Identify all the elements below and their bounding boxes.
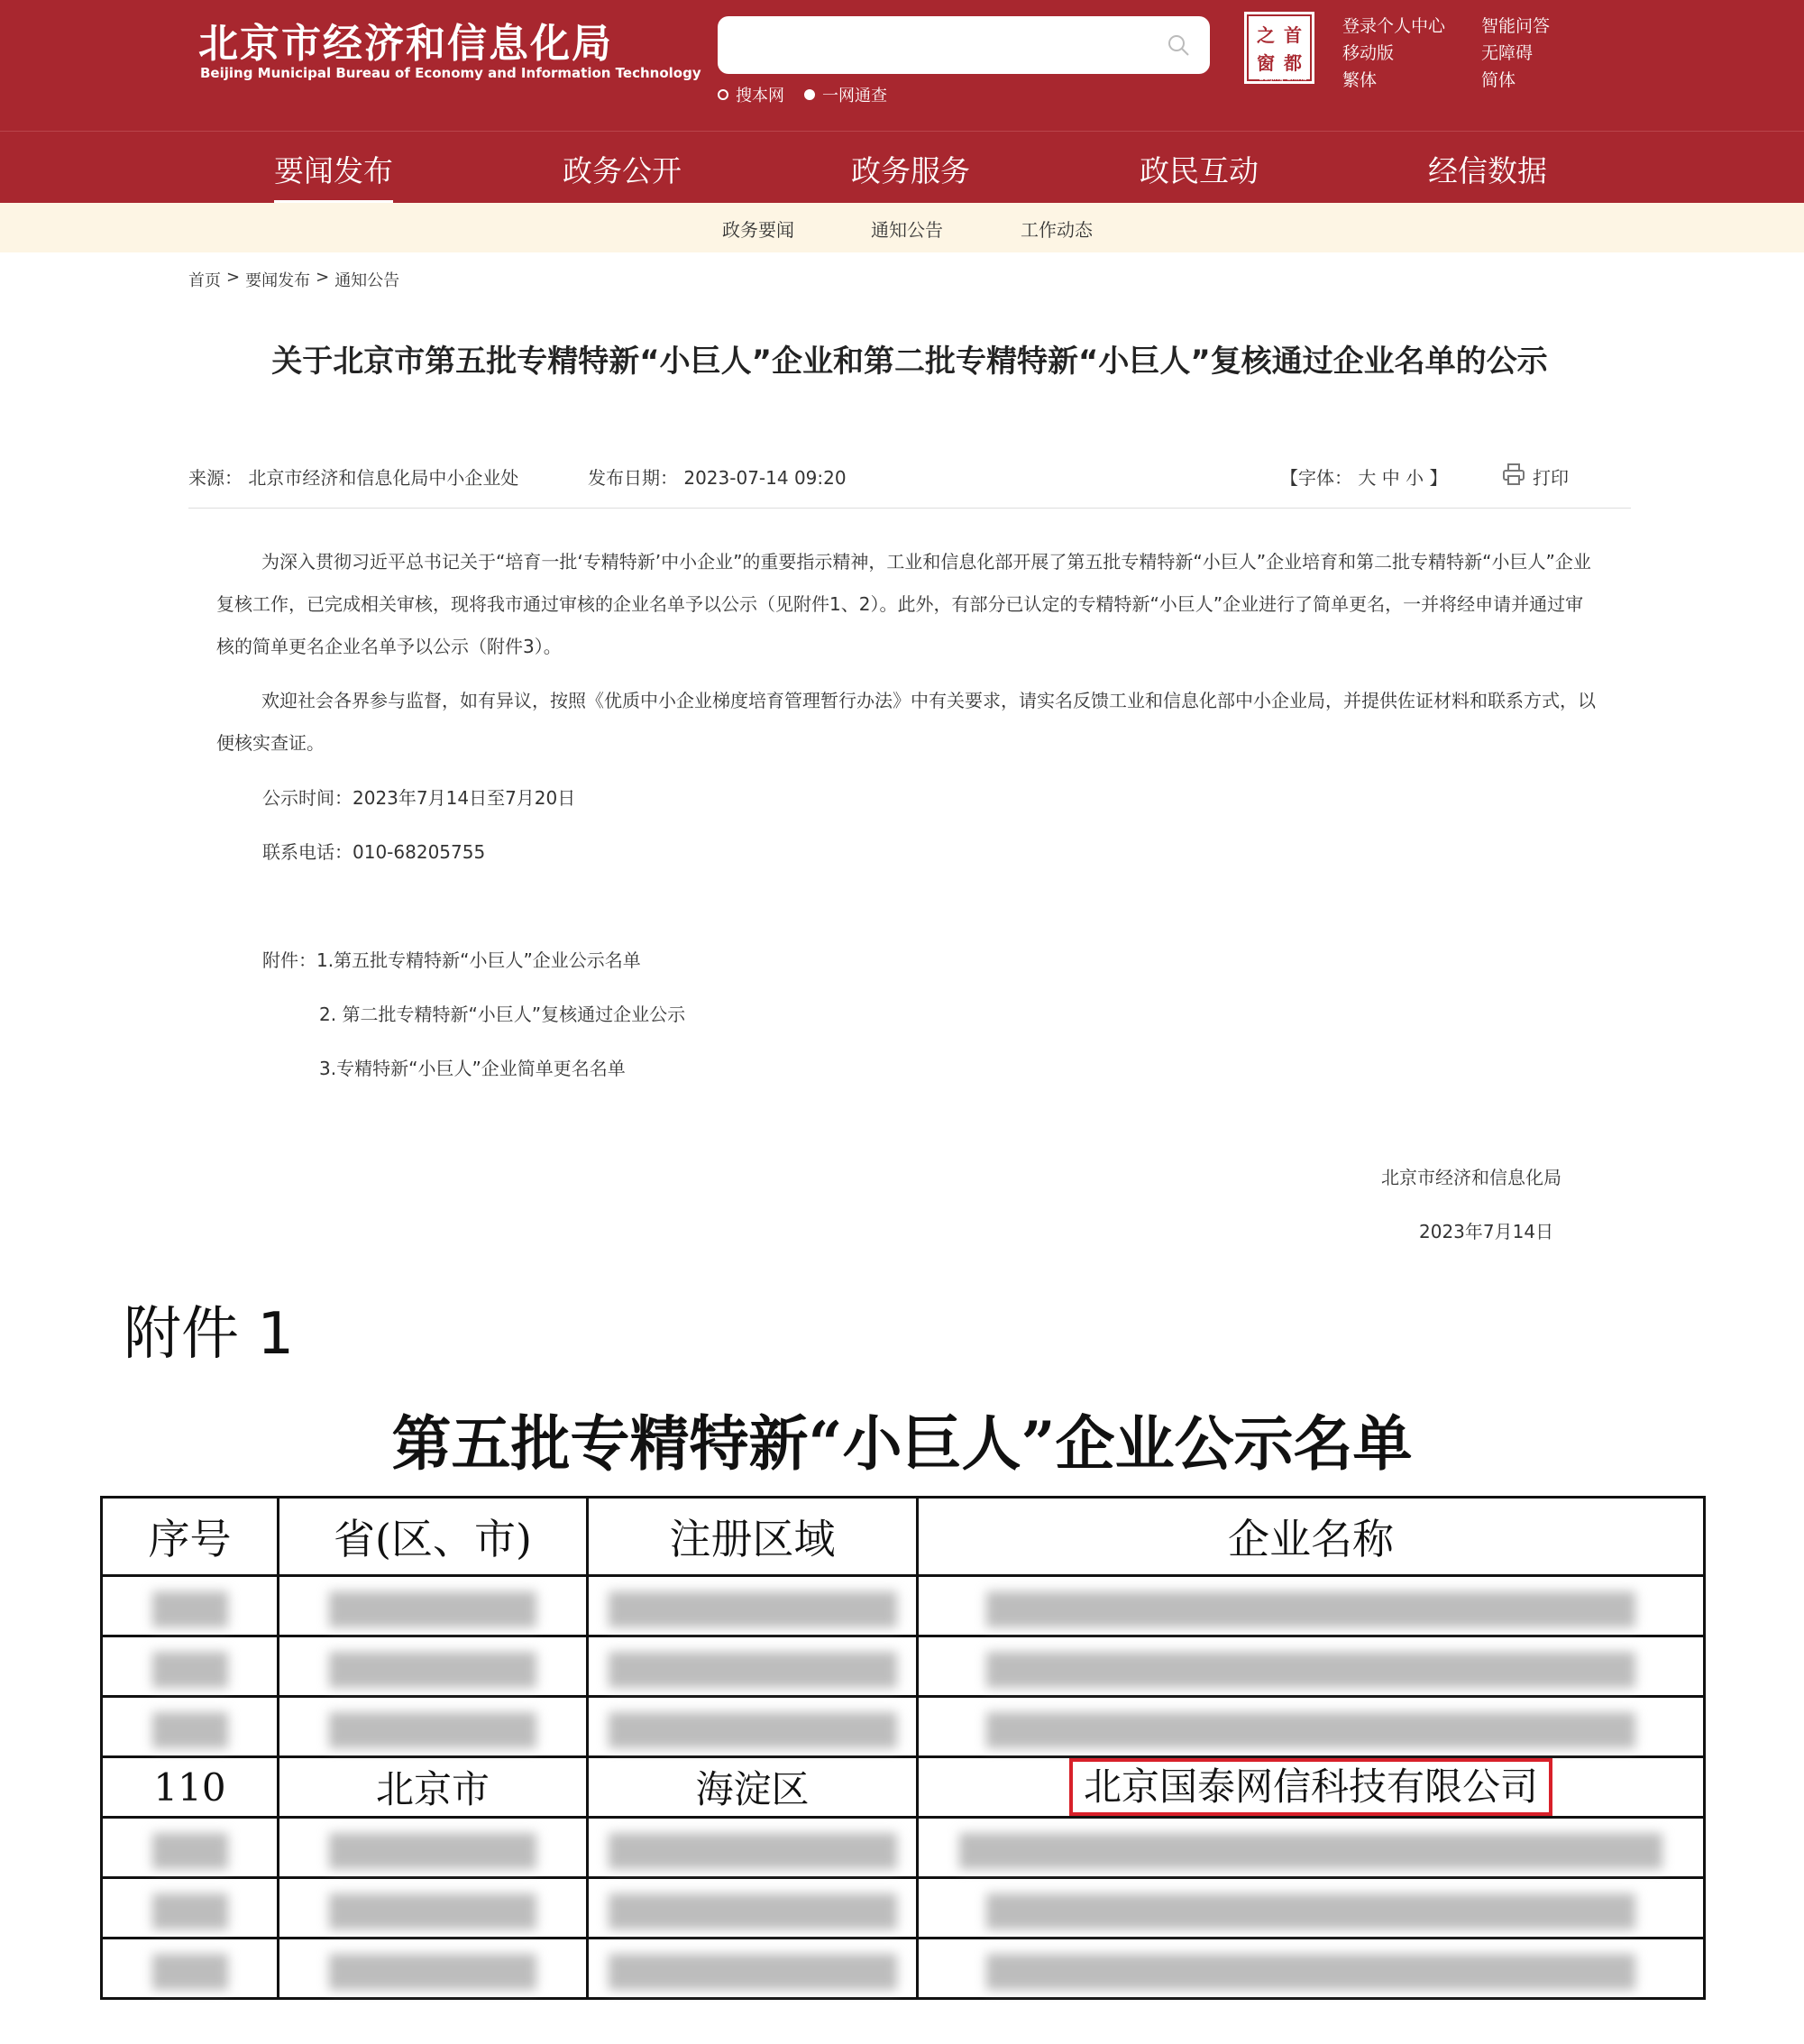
blurred-cell: [152, 1893, 228, 1929]
blurred-cell: [986, 1591, 1635, 1627]
font-size-medium[interactable]: 中: [1381, 467, 1400, 489]
article-paragraph-2: 欢迎社会各界参与监督，如有异议，按照《优质中小企业梯度培育管理暂行办法》中有关要求，请实名反馈工业和信息化部中小企业局，并提供佐证材料和联系方式，以便核实查证。: [216, 690, 1596, 754]
font-size-small[interactable]: 小: [1406, 467, 1424, 489]
search-input[interactable]: [718, 16, 1210, 74]
nav-item-gov-affairs[interactable]: 政务公开: [563, 153, 682, 188]
article-paragraph-1: 为深入贯彻习近平总书记关于“培育一批‘专精特新’中小企业”的重要指示精神，工业和信息化部开展了第五批专精特新“小巨人”企业培育和第二批专精特新“小巨人”企业复核工作，已完成相关审核，现将我市通过审核的企业名单予以公示（见附件1、2）。此外，有部分已认定的专精特新“小巨人”企业进行了简单更名，一并将经申请并通过审核的简单更名企业名单予以公示（附件3）。: [216, 551, 1591, 657]
attachment-link-3[interactable]: 3.专精特新“小巨人”企业简单更名名单: [319, 1058, 626, 1079]
search-icon[interactable]: [1167, 33, 1190, 57]
font-size-control: [1280, 463, 1447, 490]
scope-all-label: 一网通查: [822, 87, 887, 105]
table-row-blurred: [102, 1636, 1705, 1697]
column-header: 省(区、市): [279, 1498, 588, 1576]
blurred-cell: [329, 1591, 536, 1627]
source-label: 来源：: [188, 467, 243, 489]
radio-empty-icon: [718, 89, 728, 100]
company-list-table: [100, 1496, 1706, 2000]
highlighted-company-name: 北京国泰网信科技有限公司: [1069, 1758, 1552, 1816]
breadcrumb-home[interactable]: 首页: [188, 271, 221, 290]
seal-char: 窗: [1257, 52, 1275, 74]
signature-org: 北京市经济和信息化局: [1381, 1167, 1561, 1188]
table-header-row: [102, 1498, 1705, 1576]
attachment-link-2[interactable]: 2. 第二批专精特新“小巨人”复核通过企业公示: [319, 1004, 686, 1025]
site-header: [0, 0, 1804, 131]
breadcrumb-news[interactable]: 要闻发布: [245, 271, 311, 290]
blurred-cell: [152, 1833, 228, 1869]
blurred-cell: [152, 1954, 228, 1990]
seal-char: 之: [1257, 24, 1275, 46]
nav-item-interaction[interactable]: 政民互动: [1140, 153, 1259, 188]
blurred-cell: [609, 1712, 897, 1748]
attachment-title: 第五批专精特新“小巨人”企业公示名单: [391, 1408, 1413, 1479]
capital-window-seal[interactable]: [1247, 14, 1312, 81]
simplified-link[interactable]: 简体: [1481, 70, 1516, 90]
blurred-cell: [329, 1652, 536, 1688]
row-number: 110: [102, 1757, 279, 1818]
blurred-cell: [609, 1833, 897, 1869]
login-link[interactable]: 登录个人中心: [1342, 16, 1446, 36]
row-province: 北京市: [279, 1757, 588, 1818]
attachment-label: 附件 1: [124, 1301, 295, 1368]
font-size-large[interactable]: 大: [1358, 467, 1377, 489]
blurred-cell: [152, 1712, 228, 1748]
table-row-blurred: [102, 1878, 1705, 1939]
subnav-item-news[interactable]: 政务要闻: [722, 219, 794, 241]
site-logo-en: Beijing Municipal Bureau of Economy and Information Technology: [200, 65, 701, 81]
font-size-label: 【字体：: [1280, 467, 1352, 489]
breadcrumb: [188, 268, 399, 291]
article-title: 关于北京市第五批专精特新“小巨人”企业和第二批专精特新“小巨人”复核通过企业名单的公示: [271, 344, 1548, 380]
seal-char: 首: [1284, 24, 1302, 46]
contact-phone: 联系电话：010-68205755: [262, 841, 486, 863]
printer-icon[interactable]: [1501, 462, 1526, 487]
article-source: [188, 463, 518, 490]
date-value: 2023-07-14 09:20: [683, 467, 847, 489]
blurred-cell: [609, 1591, 897, 1627]
blurred-cell: [609, 1652, 897, 1688]
column-header: 序号: [102, 1498, 279, 1576]
radio-filled-icon: [804, 89, 815, 100]
blurred-cell: [609, 1954, 897, 1990]
attachment-link-1[interactable]: 附件：1.第五批专精特新“小巨人”企业公示名单: [262, 949, 641, 971]
seal-caption: Beijing-China: [1259, 74, 1307, 82]
blurred-cell: [152, 1591, 228, 1627]
subnav-item-updates[interactable]: 工作动态: [1021, 219, 1093, 241]
site-logo-cn[interactable]: 北京市经济和信息化局: [198, 21, 613, 67]
blurred-cell: [152, 1652, 228, 1688]
seal-char: 都: [1284, 52, 1302, 74]
breadcrumb-notices[interactable]: 通知公告: [334, 271, 400, 290]
blurred-cell: [986, 1652, 1635, 1688]
nav-item-services[interactable]: 政务服务: [851, 153, 970, 188]
blurred-cell: [329, 1712, 536, 1748]
blurred-cell: [986, 1893, 1635, 1929]
table-row-blurred: [102, 1939, 1705, 1999]
scope-all-radio[interactable]: [804, 83, 887, 106]
notice-period: 公示时间：2023年7月14日至7月20日: [262, 787, 576, 809]
source-value: 北京市经济和信息化局中小企业处: [248, 467, 519, 489]
font-size-close: 】: [1429, 467, 1448, 489]
scope-site-radio[interactable]: [718, 83, 784, 106]
column-header: 注册区域: [588, 1498, 918, 1576]
blurred-cell: [986, 1712, 1635, 1748]
table-row-blurred: [102, 1576, 1705, 1636]
mobile-link[interactable]: 移动版: [1342, 43, 1395, 63]
blurred-cell: [329, 1833, 536, 1869]
breadcrumb-separator: >: [316, 268, 330, 287]
sub-nav: [0, 203, 1804, 252]
nav-item-data[interactable]: 经信数据: [1428, 153, 1547, 188]
blurred-cell: [329, 1893, 536, 1929]
article-date: [588, 463, 847, 490]
main-nav: [0, 131, 1804, 203]
nav-item-news[interactable]: 要闻发布: [274, 148, 393, 190]
signature-date: 2023年7月14日: [1419, 1221, 1554, 1242]
column-header: 企业名称: [918, 1498, 1705, 1576]
table-row-blurred: [102, 1697, 1705, 1757]
blurred-cell: [986, 1954, 1635, 1990]
row-district: 海淀区: [588, 1757, 918, 1818]
divider: [188, 508, 1631, 509]
date-label: 发布日期：: [588, 467, 678, 489]
accessibility-link[interactable]: 无障碍: [1481, 43, 1534, 63]
smart-qa-link[interactable]: 智能问答: [1481, 16, 1551, 36]
table-row-blurred: [102, 1818, 1705, 1878]
subnav-item-notices[interactable]: 通知公告: [871, 219, 943, 241]
breadcrumb-separator: >: [226, 268, 241, 287]
traditional-link[interactable]: 繁体: [1342, 70, 1378, 90]
table-row-highlighted: [102, 1757, 1705, 1818]
blurred-cell: [609, 1893, 897, 1929]
scope-site-label: 搜本网: [736, 87, 784, 105]
print-button[interactable]: 打印: [1533, 467, 1569, 489]
blurred-cell: [329, 1954, 536, 1990]
blurred-cell: [959, 1833, 1662, 1869]
